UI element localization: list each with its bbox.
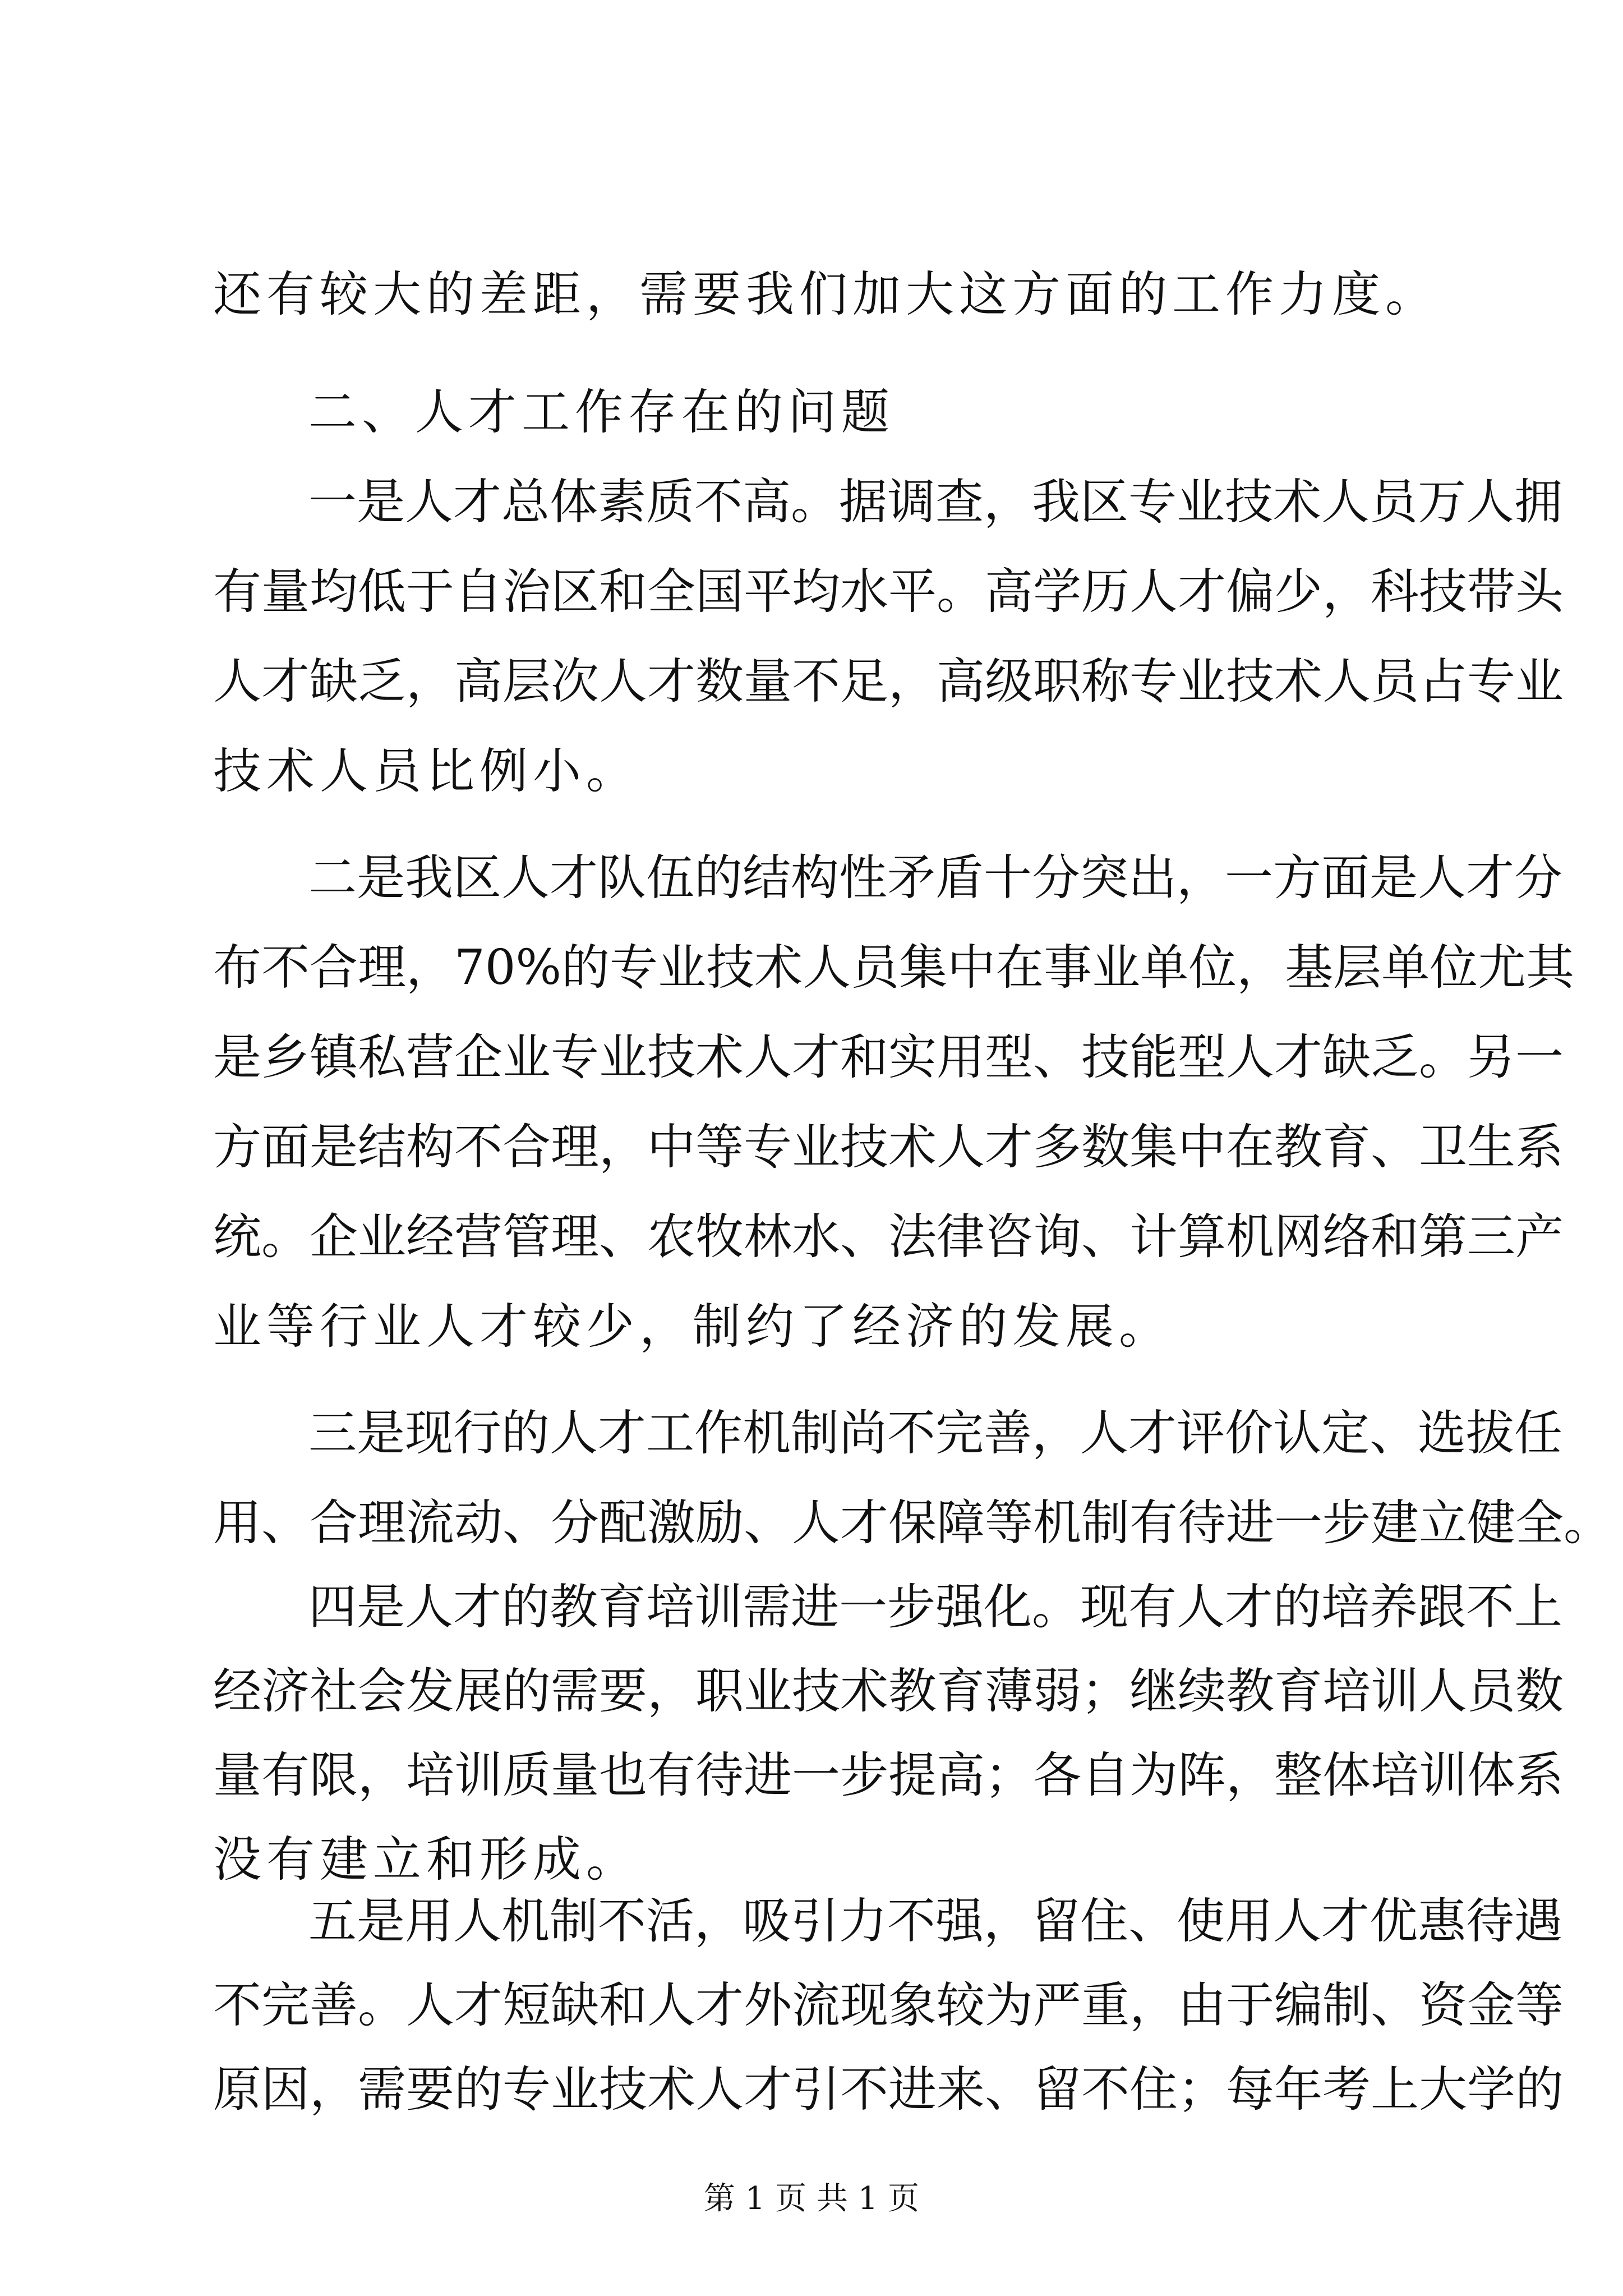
- text-line: 用、合理流动、分配激励、人才保障等机制有待进一步建立健全。: [213, 1495, 1612, 1551]
- page-footer: 第 1 页 共 1 页: [703, 2180, 920, 2217]
- text-line: 量有限，培训质量也有待进一步提高；各自为阵，整体培训体系: [213, 1747, 1564, 1803]
- text-line: 四是人才的教育培训需进一步强化。现有人才的培养跟不上: [308, 1579, 1562, 1635]
- text-line: 统。企业经营管理、农牧林水、法律咨询、计算机网络和第三产: [213, 1209, 1564, 1265]
- text-line: 技术人员比例小。: [213, 743, 639, 799]
- text-line: 业等行业人才较少，制约了经济的发展。: [213, 1299, 1172, 1355]
- text-line: 三是现行的人才工作机制尚不完善，人才评价认定、选拔任: [308, 1405, 1562, 1461]
- text-line: 二是我区人才队伍的结构性矛盾十分突出，一方面是人才分: [308, 850, 1562, 906]
- text-line: 人才缺乏，高层次人才数量不足，高级职称专业技术人员占专业: [213, 654, 1564, 710]
- text-line: 不完善。人才短缺和人才外流现象较为严重，由于编制、资金等: [213, 1977, 1564, 2033]
- text-line: 经济社会发展的需要，职业技术教育薄弱；继续教育培训人员数: [213, 1663, 1564, 1719]
- text-line: 布不合理，70%的专业技术人员集中在事业单位，基层单位尤其: [213, 940, 1575, 996]
- text-line: 原因，需要的专业技术人才引不进来、留不住；每年考上大学的: [213, 2062, 1564, 2118]
- text-line: 没有建立和形成。: [213, 1832, 639, 1888]
- text-line: 是乡镇私营企业专业技术人才和实用型、技能型人才缺乏。另一: [213, 1029, 1564, 1085]
- text-line: 有量均低于自治区和全国平均水平。高学历人才偏少，科技带头: [213, 564, 1564, 620]
- text-line: 方面是结构不合理，中等专业技术人才多数集中在教育、卫生系: [213, 1119, 1564, 1175]
- section-heading: 二、人才工作存在的问题: [308, 384, 895, 440]
- text-line: 五是用人机制不活，吸引力不强，留住、使用人才优惠待遇: [308, 1893, 1562, 1949]
- text-line: 一是人才总体素质不高。据调查，我区专业技术人员万人拥: [308, 474, 1562, 530]
- text-line: 还有较大的差距，需要我们加大这方面的工作力度。: [213, 266, 1438, 323]
